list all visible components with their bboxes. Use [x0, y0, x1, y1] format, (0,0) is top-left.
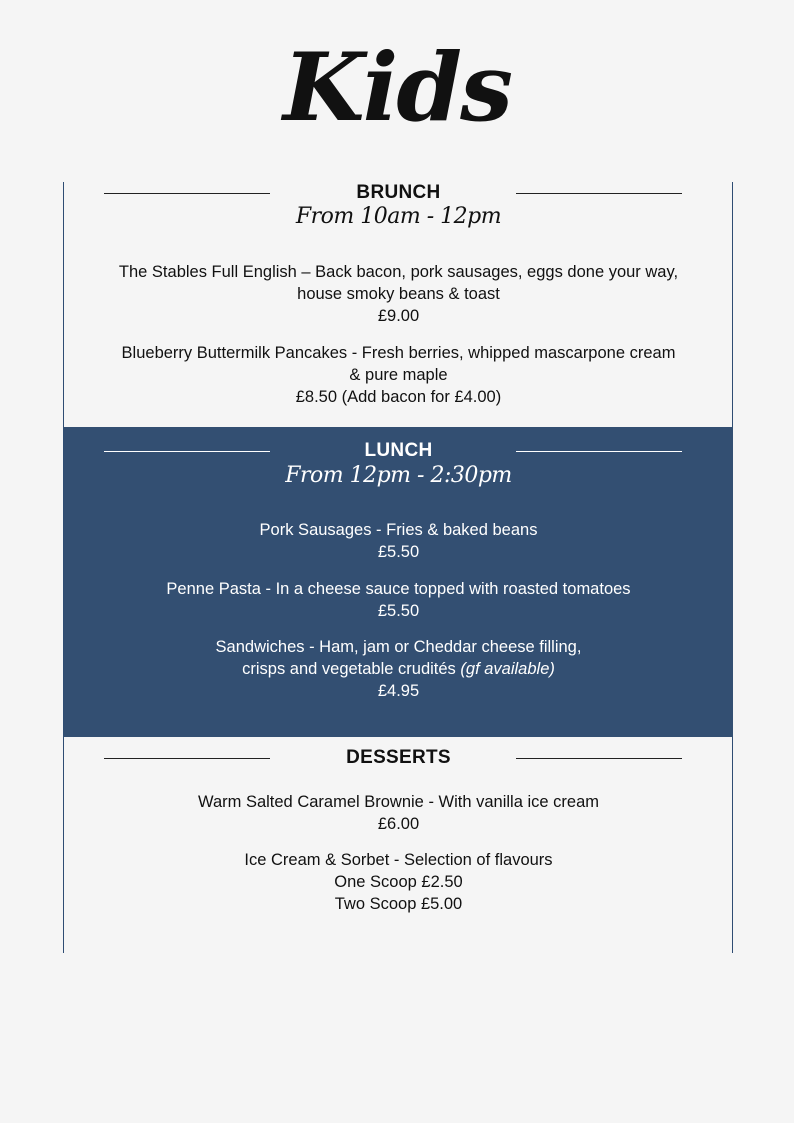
item-description: Pork Sausages - Fries & baked beans	[259, 521, 538, 539]
section-heading: BRUNCH	[356, 182, 441, 203]
item-description: Sandwiches - Ham, jam or Cheddar cheese filling,	[215, 638, 582, 656]
item-description-cont: & pure maple	[349, 366, 448, 384]
item-description-text: crisps and vegetable crudités	[242, 660, 456, 678]
item-price: £9.00	[377, 307, 420, 325]
menu-title: Kids	[282, 33, 512, 143]
menu-item	[64, 578, 733, 622]
menu-item	[64, 261, 733, 327]
item-price: £5.50	[377, 602, 420, 620]
item-price: One Scoop £2.50	[334, 873, 463, 891]
menu-item	[64, 519, 733, 563]
brunch-section	[64, 182, 733, 427]
section-time: From 10am - 12pm	[295, 204, 502, 229]
desserts-section	[64, 737, 733, 953]
item-description: The Stables Full English – Back bacon, pork sausages, eggs done your way,	[118, 263, 679, 281]
item-description: Warm Salted Caramel Brownie - With vanilla ice cream	[197, 793, 599, 811]
section-heading: DESSERTS	[346, 747, 451, 768]
item-description: Blueberry Buttermilk Pancakes - Fresh berries, whipped mascarpone cream	[121, 344, 676, 362]
lunch-section	[64, 427, 733, 737]
item-price: £8.50 (Add bacon for £4.00)	[295, 388, 502, 406]
item-description: Penne Pasta - In a cheese sauce topped with roasted tomatoes	[166, 580, 631, 598]
item-description-cont	[64, 658, 733, 680]
dietary-note: (gf available)	[460, 660, 555, 678]
section-heading: LUNCH	[364, 440, 433, 461]
menu-item	[64, 791, 733, 835]
item-price: £6.00	[377, 815, 420, 833]
section-time: From 12pm - 2:30pm	[285, 463, 512, 488]
item-description: Ice Cream & Sorbet - Selection of flavours	[244, 851, 553, 869]
menu-item	[64, 849, 733, 915]
menu-item	[64, 342, 733, 408]
menu-item	[64, 636, 733, 702]
item-price: £5.50	[377, 543, 420, 561]
item-description-cont: house smoky beans & toast	[297, 285, 500, 303]
item-price: Two Scoop £5.00	[334, 895, 463, 913]
item-price: £4.95	[377, 682, 420, 700]
